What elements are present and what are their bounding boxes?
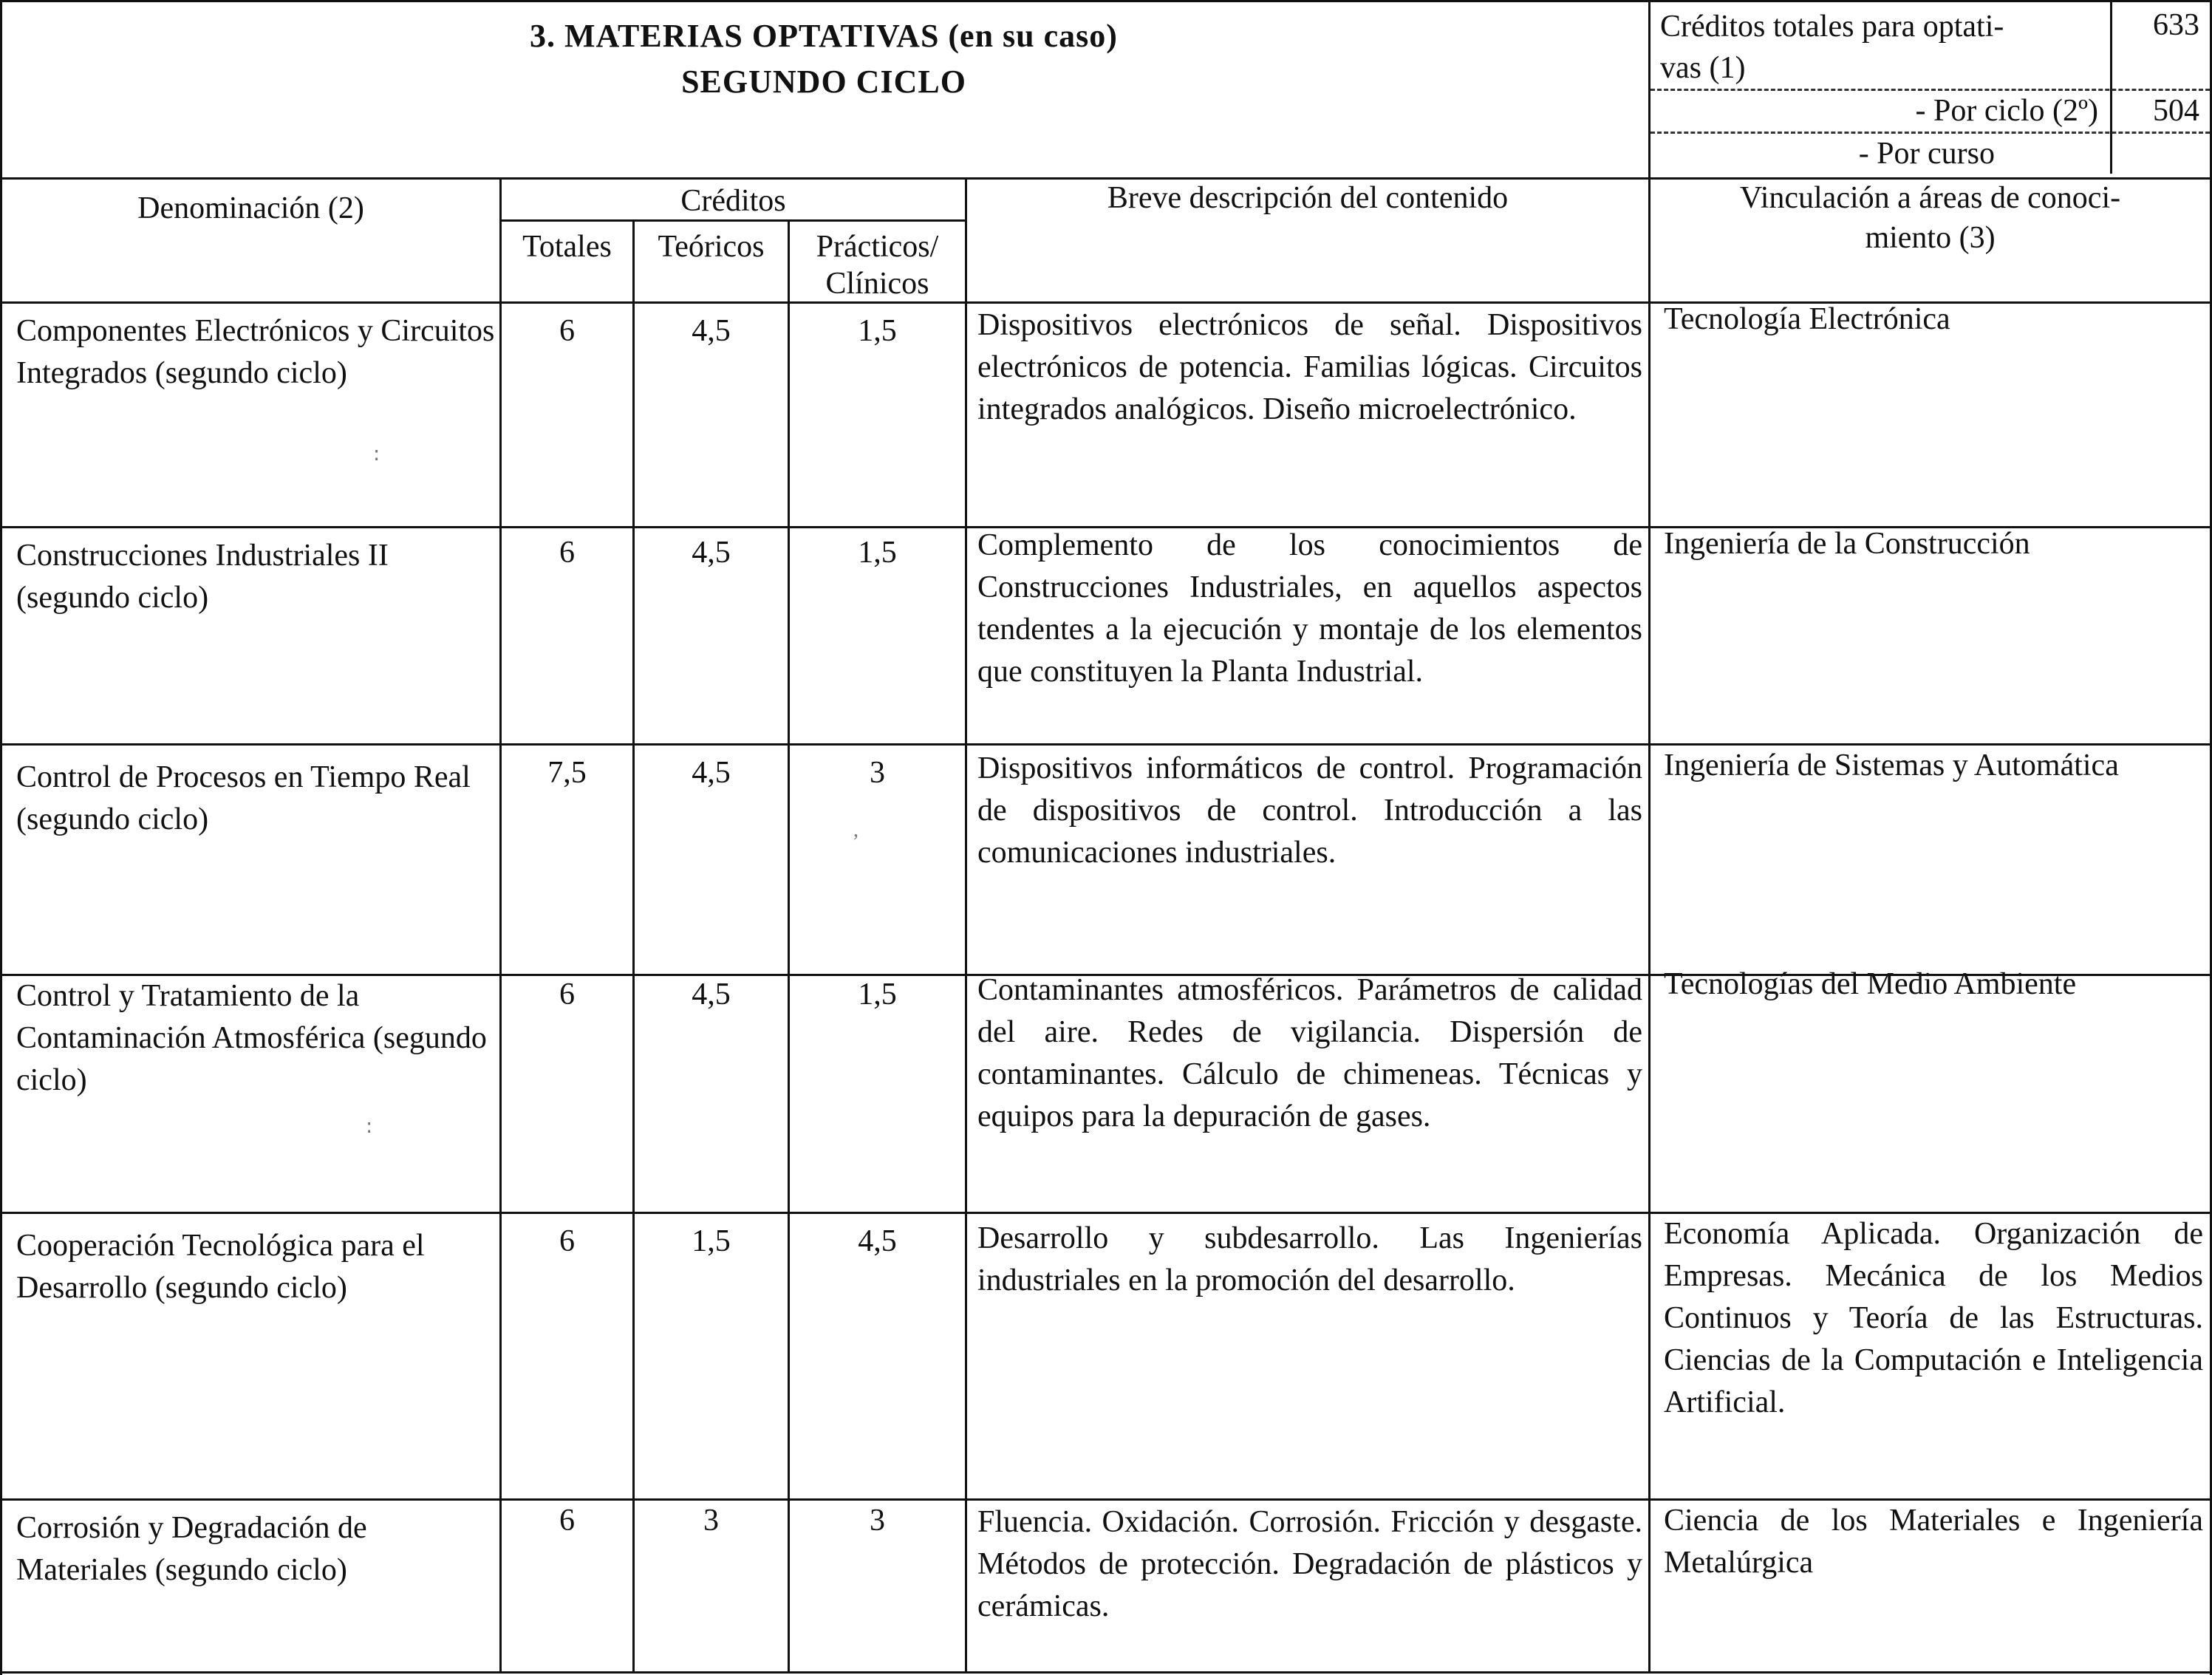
row-descripcion: Dispositivos electrónicos de señal. Dispositivos electrónicos de potencia. Familias lógicas. Circuitos integrados analógicos. Diseño microelectrónico. (977, 308, 1642, 426)
rule-col-2 (632, 219, 635, 1674)
per-course-label: - Por curso (1858, 137, 1995, 171)
rule-totals-value (2110, 0, 2112, 174)
page-title (0, 13, 1648, 105)
scan-speck: ∶ (374, 445, 380, 468)
rule-col-4 (965, 177, 967, 1674)
row-totales: 6 (559, 314, 575, 348)
col-creditos: Créditos (680, 184, 786, 218)
rule-col-1 (499, 177, 502, 1674)
col-denominacion: Denominación (2) (137, 191, 364, 225)
row-practicos: 4,5 (858, 1224, 897, 1258)
title-line-1: 3. MATERIAS OPTATIVAS (en su caso) (530, 18, 1118, 54)
col-teoricos: Teóricos (658, 230, 765, 264)
row-descripcion: Dispositivos informáticos de control. Programación de dispositivos de control. Introducción a las comunicaciones industriales. (977, 751, 1642, 870)
row-teoricos: 4,5 (692, 536, 731, 570)
row-teoricos: 4,5 (692, 978, 731, 1012)
border-top (0, 0, 2212, 2)
row-descripcion: Contaminantes atmosféricos. Parámetros de calidad del aire. Redes de vigilancia. Dispersión de contaminantes. Cálculo de chimeneas. Técnicas y equipos para la depuración de gases. (977, 973, 1642, 1133)
row-denominacion: Control de Procesos en Tiempo Real (segundo ciclo) (16, 760, 471, 836)
row-denominacion: Corrosión y Degradación de Materiales (segundo ciclo) (16, 1511, 367, 1587)
border-left (0, 0, 2, 1675)
row-area: Ingeniería de la Construcción (1664, 527, 2030, 561)
row-teoricos: 3 (703, 1504, 719, 1538)
row-practicos: 1,5 (858, 314, 897, 348)
row-practicos: 1,5 (858, 978, 897, 1012)
row-area: Tecnologías del Medio Ambiente (1664, 967, 2077, 1001)
row-descripcion: Desarrollo y subdesarrollo. Las Ingenierías industriales en la promoción del desarrollo. (977, 1221, 1642, 1297)
border-bottom (0, 1671, 2212, 1674)
row-totales: 6 (559, 1504, 575, 1538)
row-denominacion: Control y Tratamiento de la Contaminación Atmosférica (segundo ciclo) (16, 979, 487, 1097)
row-totales: 6 (559, 978, 575, 1012)
col-descripcion: Breve descripción del contenido (1107, 181, 1509, 215)
scan-speck: ∶ (366, 1117, 372, 1140)
row-denominacion: Construcciones Industriales II (segundo ciclo) (16, 539, 389, 615)
row-practicos: 1,5 (858, 536, 897, 570)
col-practicos-line-2: Clínicos (825, 267, 929, 301)
col-totales: Totales (522, 230, 612, 264)
totals-label-line-2: vas (1) (1660, 51, 1746, 85)
totals-label-line-1: Créditos totales para optati- (1660, 10, 2004, 44)
row-descripcion: Complemento de los conocimientos de Construcciones Industriales, en aquellos aspectos tendentes a la ejecución y montaje de los elementos que constituyen la Planta Industrial. (977, 528, 1642, 689)
row-descripcion: Fluencia. Oxidación. Corrosión. Fricción y desgaste. Métodos de protección. Degradación de plásticos y cerámicas. (977, 1505, 1642, 1623)
title-line-2: SEGUNDO CICLO (681, 64, 966, 100)
scan-speck: , (853, 819, 858, 842)
row-denominacion: Componentes Electrónicos y Circuitos Integrados (segundo ciclo) (16, 314, 495, 390)
row-practicos: 3 (870, 756, 885, 790)
row-practicos: 3 (870, 1504, 885, 1538)
row-totales: 7,5 (547, 756, 587, 790)
row-teoricos: 1,5 (692, 1224, 731, 1258)
row-area: Ciencia de los Materiales e Ingeniería Metalúrgica (1664, 1504, 2203, 1580)
row-area: Ingeniería de Sistemas y Automática (1664, 748, 2119, 782)
totals-value: 633 (2153, 8, 2199, 42)
row-totales: 6 (559, 536, 575, 570)
col-practicos-line-1: Prácticos/ (816, 230, 939, 264)
per-cycle-value: 504 (2153, 94, 2199, 128)
row-teoricos: 4,5 (692, 314, 731, 348)
col-vinculacion-line-1: Vinculación a áreas de conoci- (1739, 181, 2121, 215)
row-teoricos: 4,5 (692, 756, 731, 790)
row-totales: 6 (559, 1224, 575, 1258)
row-denominacion: Cooperación Tecnológica para el Desarrollo (segundo ciclo) (16, 1229, 425, 1305)
row-area: Economía Aplicada. Organización de Empresas. Mecánica de los Medios Continuos y Teoría de las Estructuras. Ciencias de la Computación e Inteligencia Artificial. (1664, 1217, 2203, 1419)
row-area: Tecnología Electrónica (1664, 302, 1950, 336)
rule-col-3 (788, 219, 790, 1674)
per-cycle-label: - Por ciclo (2º) (1915, 94, 2098, 128)
col-vinculacion-line-2: miento (3) (1865, 221, 1996, 255)
